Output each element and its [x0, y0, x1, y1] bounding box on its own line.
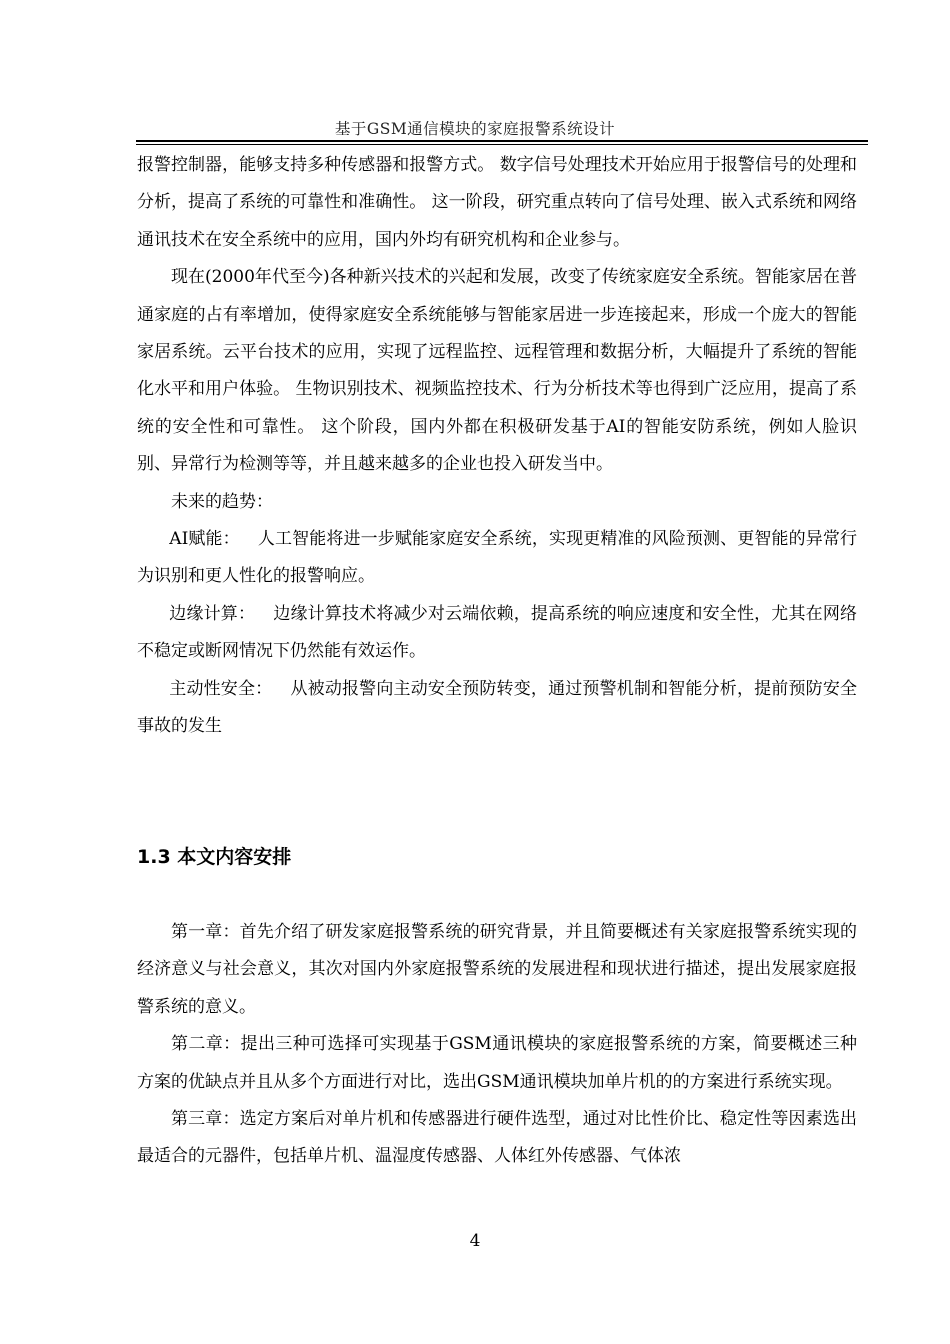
header-rule-thin — [136, 144, 868, 145]
body-text-top — [137, 147, 857, 746]
trend-item-proactive — [137, 671, 857, 746]
trend-label: 边缘计算： — [169, 603, 256, 624]
paragraph-future-trends-intro: 未来的趋势： — [171, 491, 273, 512]
section-heading: 1.3 本文内容安排 — [137, 846, 292, 868]
running-header-title: 基于GSM通信模块的家庭报警系统设计 — [334, 120, 616, 138]
page-number: 4 — [469, 1231, 481, 1251]
chapter-summary-2: 第二章：提出三种可选择可实现基于GSM通讯模块的家庭报警系统的方案，简要概述三种方案的优缺点并且从多个方面进行对比，选出GSM通讯模块加单片机的的方案进行系统实现。 — [137, 1034, 857, 1092]
trend-label: 主动性安全： — [169, 678, 273, 699]
trend-text: 边缘计算技术将减少对云端依赖，提高系统的响应速度和安全性，尤其在网络不稳定或断网情况下仍然能有效运作。 — [137, 603, 857, 662]
trend-text: 人工智能将进一步赋能家庭安全系统，实现更精准的风险预测、更智能的异常行为识别和更人性化的报警响应。 — [137, 529, 858, 587]
trend-label: AI赋能： — [169, 529, 240, 550]
paragraph-continuation: 报警控制器，能够支持多种传感器和报警方式。 数字信号处理技术开始应用于报警信号的处理和分析，提高了系统的可靠性和准确性。 这一阶段，研究重点转向了信号处理、嵌入式系统和网络通讯技术在安全系统中的应用，国内外均有研究机构和企业参与。 — [137, 155, 857, 250]
header-rule-thick — [136, 140, 868, 142]
trend-text: 从被动报警向主动安全预防转变，通过预警机制和智能分析，提前预防安全事故的发生 — [137, 678, 857, 737]
trend-item-edge — [137, 596, 857, 671]
trend-item-ai — [137, 521, 857, 596]
chapter-summary-3: 第三章：选定方案后对单片机和传感器进行硬件选型，通过对比性价比、稳定性等因素选出最适合的元器件，包括单片机、温湿度传感器、人体红外传感器、气体浓 — [137, 1109, 857, 1167]
paragraph-present-day: 现在(2000年代至今)各种新兴技术的兴起和发展，改变了传统家庭安全系统。智能家居在普通家庭的占有率增加，使得家庭安全系统能够与智能家居进一步连接起来，形成一个庞大的智能家居系统。云平台技术的应用，实现了远程监控、远程管理和数据分析，大幅提升了系统的智能化水平和用户体验。 生物识别技术、视频监控技术、行为分析技术等也得到广泛应用，提高了系统的安全性和可靠性。 这个阶段，国内外都在积极研发基于AI的智能安防系统，例如人脸识别、异常行为检测等等，并且越来越多的企业也投入研发当中。 — [137, 267, 857, 475]
chapter-summary-1: 第一章：首先介绍了研发家庭报警系统的研究背景，并且简要概述有关家庭报警系统实现的经济意义与社会意义，其次对国内外家庭报警系统的发展进程和现状进行描述，提出发展家庭报警系统的意义。 — [137, 922, 857, 1017]
body-text-chapters — [137, 914, 857, 1176]
